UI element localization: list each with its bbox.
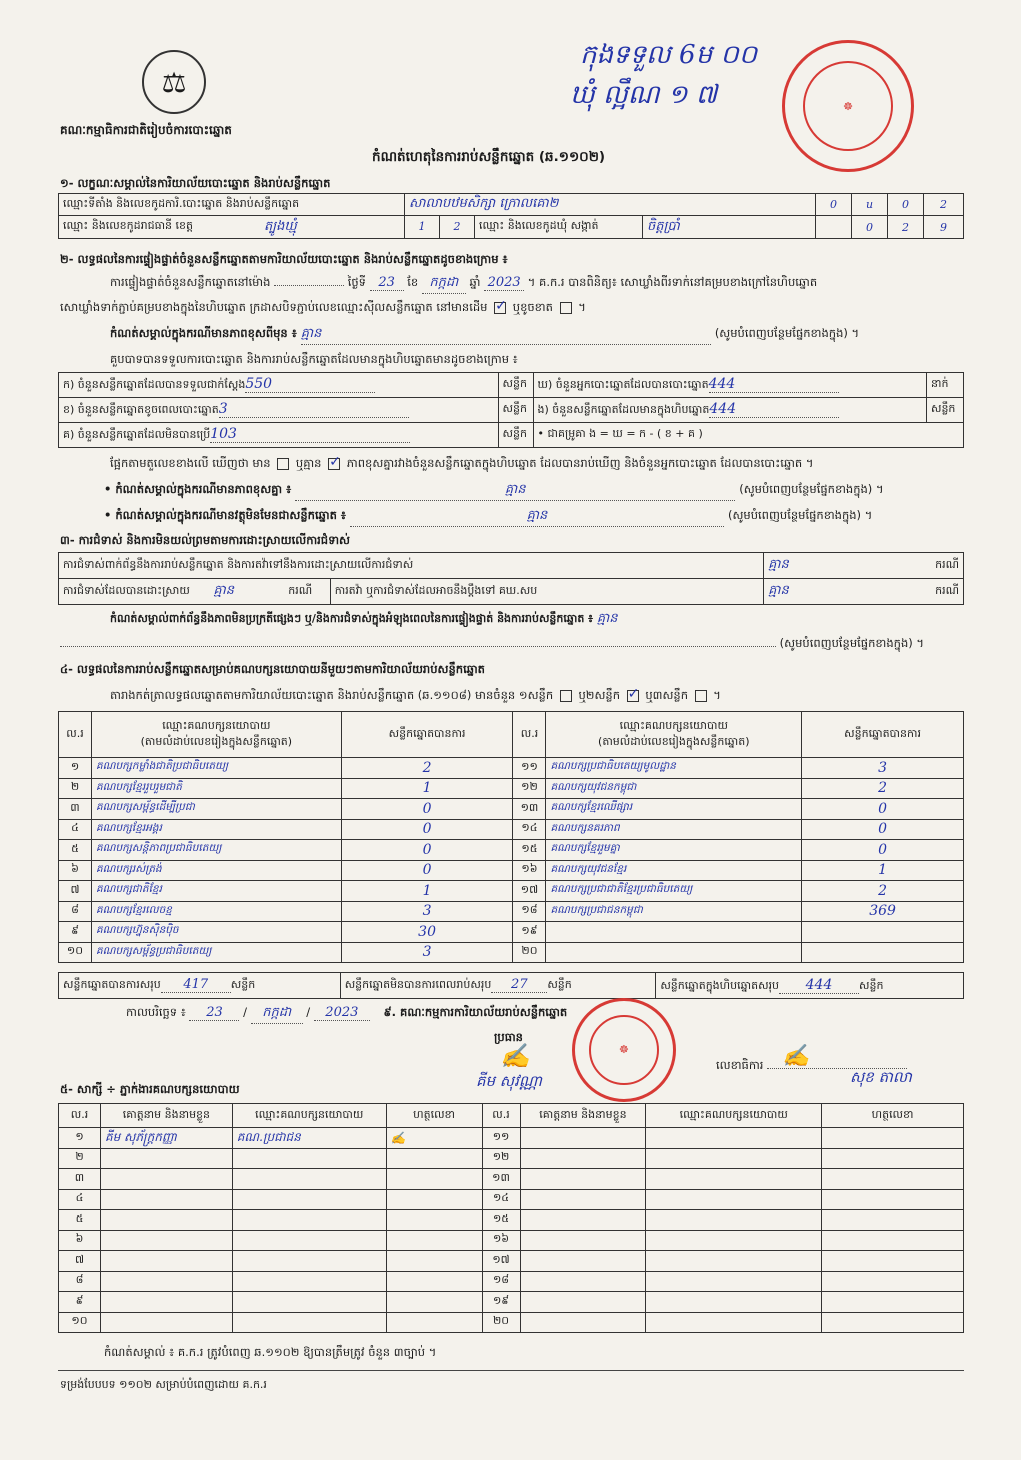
- unused-ballots-value: 103: [210, 426, 410, 443]
- row-no: ៦: [59, 860, 92, 881]
- witness-party: [646, 1128, 822, 1149]
- witness-name: [100, 1169, 232, 1190]
- witness-name: [100, 1271, 232, 1292]
- s1-commune-code-2: 2: [888, 216, 924, 239]
- s4-date-line: កាលបរិច្ឆេទ ៖ 23 / កក្កដា / 2023 ៩. គណៈកម្មការការិយាល័យរាប់សន្លឹកឆ្នោត: [126, 1004, 567, 1024]
- party-name: គណបក្សសន្តិភាពប្រជាធិបតេយ្យ: [91, 840, 341, 861]
- witness-party: [232, 1230, 386, 1251]
- witness-signature: [822, 1189, 964, 1210]
- witness-party: គណ.ប្រជាជន: [232, 1128, 386, 1149]
- official-seal-top-icon: ☸: [782, 40, 914, 172]
- nec-emblem-icon: ⚖: [142, 50, 206, 114]
- witness-name: [100, 1189, 232, 1210]
- footer-divider: [58, 1370, 964, 1371]
- s2-month: កក្កដា: [422, 274, 466, 294]
- row-no: ១៩: [513, 922, 546, 943]
- witness-party: [232, 1271, 386, 1292]
- official-seal-middle-icon: ☸: [572, 998, 676, 1102]
- party-votes: 1: [802, 860, 964, 881]
- secretary-signature-icon: ✍: [782, 1044, 810, 1069]
- witness-signature: [822, 1271, 964, 1292]
- witness-signature: [386, 1312, 482, 1333]
- witness-row: [59, 1148, 964, 1169]
- witness-signature: [386, 1251, 482, 1272]
- witness-party: [232, 1292, 386, 1313]
- one-sheet-checkbox[interactable]: [560, 690, 572, 702]
- witness-no: ១១: [482, 1128, 520, 1149]
- witness-no: ១៣: [482, 1169, 520, 1190]
- witness-party: [646, 1292, 822, 1313]
- results-row: [59, 901, 964, 922]
- witness-signature: [386, 1292, 482, 1313]
- witness-no: ២០: [482, 1312, 520, 1333]
- witness-name: [520, 1210, 646, 1231]
- row-no: ១៣: [513, 799, 546, 820]
- row-no: ២: [59, 778, 92, 799]
- section3-title: ៣- ការជំទាស់ និងការមិនយល់ព្រមតាមការដោះស្រាយលើការជំទាស់: [60, 533, 351, 547]
- party-votes: 3: [802, 758, 964, 779]
- results-row: [59, 881, 964, 902]
- witness-row: [59, 1169, 964, 1190]
- witness-row: [59, 1128, 964, 1149]
- s1-row1-value: សាលាបឋមសិក្សា ក្រោលគោ២: [405, 194, 816, 216]
- row-no: ១៦: [513, 860, 546, 881]
- witness-row: [59, 1210, 964, 1231]
- witness-party: [232, 1148, 386, 1169]
- s1-commune-code-3: 9: [924, 216, 964, 239]
- s4-date-day: 23: [189, 1005, 239, 1021]
- row-no: ៣: [59, 799, 92, 820]
- witness-no: ១០: [59, 1312, 101, 1333]
- party-votes: 1: [341, 881, 513, 902]
- s2-intro: គួបបាទបានទទួលការបោះឆ្នោត និងការរាប់សន្លឹកឆ្នោតដែលមានក្នុងហិបឆ្នោតមានដូចខាងក្រោម ៖: [110, 352, 518, 366]
- party-name: គណបក្សយុវជនខ្មែរ: [546, 860, 802, 881]
- results-row: [59, 922, 964, 943]
- witness-name: [100, 1148, 232, 1169]
- s2-compare: ផ្អែកតាមតួលេខខាងលើ ឃើញថា មាន ឬគ្មាន ✓ ភាពខុសគ្នារវាងចំនួនសន្លឹកឆ្នោតក្នុងហិបឆ្នោត ដែលបានរាប់ឃើញ និងចំនួនអ្នកបោះឆ្នោត ដែលបានបោះឆ្នោត ។: [110, 456, 813, 473]
- section5-title: ៥- សាក្សី ÷ ភ្នាក់ងារគណបក្សនយោបាយ: [60, 1082, 240, 1096]
- witness-signature: [386, 1169, 482, 1190]
- witness-no: ១៤: [482, 1189, 520, 1210]
- s2-day: 23: [370, 275, 404, 291]
- row-no: ១៨: [513, 901, 546, 922]
- witness-party: [646, 1312, 822, 1333]
- witness-name: [520, 1128, 646, 1149]
- witness-name: [520, 1251, 646, 1272]
- s1-row2-label: ឈ្មោះ និងលេខកូដរាជធានី ខេត្ត: [63, 219, 193, 232]
- witness-signature: [822, 1312, 964, 1333]
- witness-signature: [386, 1271, 482, 1292]
- witness-no: ៨: [59, 1271, 101, 1292]
- party-votes: 0: [341, 819, 513, 840]
- witness-row: [59, 1292, 964, 1313]
- witness-name: [100, 1292, 232, 1313]
- s2-note-value: គ្មាន: [301, 325, 711, 345]
- witness-party: [232, 1169, 386, 1190]
- handwritten-note-1: កុងទទួល 6ម ០០: [580, 40, 758, 70]
- party-votes: 0: [341, 840, 513, 861]
- row-no: ១០: [59, 942, 92, 963]
- row-no: ១៥: [513, 840, 546, 861]
- witness-no: ៧: [59, 1251, 101, 1272]
- s1-code-2: u: [852, 194, 888, 216]
- party-name: គណបក្សខ្មែរលេចខ្ម: [91, 901, 341, 922]
- results-table: ល.រ ឈ្មោះគណបក្សនយោបាយ (តាមលំដាប់លេខរៀងក្នុងសន្លឹកឆ្នោត) សន្លឹកឆ្នោតបានការ ល.រ ឈ្មោះគណបក្សនយោបាយ (តាមលំដាប់លេខរៀងក្នុងសន្លឹកឆ្នោត) សន្លឹកឆ្នោតបានការ ១ គណបក្សកម្លាំងជាតិប្រជាធិបតេយ្យ 2 ១១ គណបក្សប្រជាធិបតេយ្យមូលដ្ឋាន 3 ២ គណបក្សខ្មែររួបរួមជាតិ 1 ១២ គណបក្សយុវជនកម្ពុជា 2 ៣ គណបក្សសម្ព័ន្ធដើម្បីប្រជា 0 ១៣ គណបក្សខ្មែរឈើផ្សារ 0 ៤ គណបក្សខ្មែរអង្គរ 0 ១៤ គណបក្សនគរភាព 0 ៥ គណបក្សសន្តិភាពប្រជាធិបតេយ្យ 0 ១៥ គណបក្សខ្មែររួមគ្នា 0 ៦ គណបក្សរស់ត្រង់ 0 ១៦ គណបក្សយុវជនខ្មែរ 1 ៧ គណបក្សជាតិខ្មែរ 1 ១៧ គណបក្សប្រជាជាតិខ្មែរប្រជាធិបតេយ្យ 2 ៨ គណបក្សខ្មែរលេចខ្ម 3 ១៨ គណបក្សប្រជាជនកម្ពុជា 369 ៩ គណបក្សហ្វ៊ុនស៊ិនប៉ិច 30 ១៩ ១០ គណបក្សសម្ព័ន្ធប្រជាធិបតេយ្យ 3 ២០: [58, 711, 964, 963]
- party-name: គណបក្សរស់ត្រង់: [91, 860, 341, 881]
- results-row: [59, 840, 964, 861]
- witness-no: ៩: [59, 1292, 101, 1313]
- s2-count-table: ក) ចំនួនសន្លឹកឆ្នោតដែលបានទទួលជាក់ស្តែង550 សន្លឹក ឃ) ចំនួនអ្នកបោះឆ្នោតដែលបានបោះឆ្នោត444 នាក់ ខ) ចំនួនសន្លឹកឆ្នោតខូចពេលបោះឆ្នោត3 សន្លឹក ង) ចំនួនសន្លឹកឆ្នោតដែលមានក្នុងហិបឆ្នោត444 សន្លឹក គ) ចំនួនសន្លឹកឆ្នោតដែលមិនបានប្រើ103 សន្លឹក • ជាគម្រូគា ង = ឃ = ក - ( ខ + គ ): [58, 372, 964, 448]
- party-votes: 3: [341, 901, 513, 922]
- s1-code-4: 2: [924, 194, 964, 216]
- witness-signature: [386, 1148, 482, 1169]
- intact-checkbox[interactable]: [494, 302, 506, 314]
- row-no: ៨: [59, 901, 92, 922]
- section4-title: ៤- លទ្ធផលនៃការរាប់សន្លឹកឆ្នោតសម្រាប់គណបក្សនយោបាយនីមួយៗតាមការិយាល័យរាប់សន្លឹកឆ្នោត: [60, 662, 485, 676]
- party-name: គណបក្សនគរភាព: [546, 819, 802, 840]
- has-difference-checkbox[interactable]: [277, 458, 289, 470]
- witness-row: [59, 1312, 964, 1333]
- s1-row2-label2: ឈ្មោះ និងលេខកូដឃុំ សង្កាត់: [475, 216, 643, 239]
- witness-name: [520, 1230, 646, 1251]
- row-no: ៧: [59, 881, 92, 902]
- chair-signature-icon: ✍: [500, 1042, 530, 1070]
- party-name: គណបក្សប្រជាធិបតេយ្យមូលដ្ឋាន: [546, 758, 802, 779]
- section1-title: ១- លក្ខណៈសម្គាល់នៃការិយាល័យបោះឆ្នោត និងរាប់សន្លឹកឆ្នោត: [60, 176, 331, 190]
- s1-row2-value: ត្បូងឃ្មុំ: [264, 218, 297, 234]
- s3-row1-value: គ្មាន: [764, 553, 894, 579]
- party-name: គណបក្សសម្ព័ន្ធដើម្បីប្រជា: [91, 799, 341, 820]
- witness-party: [232, 1312, 386, 1333]
- witness-signature: ✍: [386, 1128, 482, 1149]
- party-votes: 30: [341, 922, 513, 943]
- witness-row: [59, 1251, 964, 1272]
- results-row: [59, 758, 964, 779]
- witness-no: ១៨: [482, 1271, 520, 1292]
- two-sheet-checkbox[interactable]: [627, 690, 639, 702]
- party-name: គណបក្សខ្មែររួមគ្នា: [546, 840, 802, 861]
- party-votes: 3: [341, 942, 513, 963]
- party-name: គណបក្សជាតិខ្មែរ: [91, 881, 341, 902]
- party-votes: 2: [802, 778, 964, 799]
- witness-party: [232, 1210, 386, 1231]
- s3-row2-value: គ្មាន: [213, 583, 234, 598]
- s3-fill-line: (សូមបំពេញបន្ថែមផ្នែកខាងក្នុង) ។: [60, 636, 964, 653]
- party-name: [546, 922, 802, 943]
- s3-note: កំណត់សម្គាល់ពាក់ព័ន្ធនឹងភាពមិនប្រក្រតីផ្សេងៗ ឬ/និងការជំទាស់ក្នុងអំឡុងពេលនៃការផ្ទៀងផ្ទាត់ និងការរាប់សន្លឹកឆ្នោត ៖ គ្មាន: [110, 611, 618, 626]
- received-ballots-value: 550: [245, 376, 375, 393]
- witness-signature: [822, 1169, 964, 1190]
- witness-row: [59, 1230, 964, 1251]
- witness-party: [646, 1271, 822, 1292]
- party-votes: 369: [802, 901, 964, 922]
- party-votes: 0: [341, 799, 513, 820]
- witness-no: ១៦: [482, 1230, 520, 1251]
- s4-date-year: 2023: [314, 1005, 370, 1021]
- s1-code-3: 0: [888, 194, 924, 216]
- row-no: ១២: [513, 778, 546, 799]
- witness-signature: [386, 1189, 482, 1210]
- witness-signature: [822, 1210, 964, 1231]
- row-no: ៤: [59, 819, 92, 840]
- party-votes: 0: [341, 860, 513, 881]
- witness-party: [646, 1169, 822, 1190]
- party-name: គណបក្សសម្ព័ន្ធប្រជាធិបតេយ្យ: [91, 942, 341, 963]
- party-votes: [802, 942, 964, 963]
- party-votes: 2: [341, 758, 513, 779]
- results-row: [59, 799, 964, 820]
- row-no: ៩: [59, 922, 92, 943]
- damaged-checkbox[interactable]: [560, 302, 572, 314]
- witness-no: ៣: [59, 1169, 101, 1190]
- handwritten-note-2: ឃុំ ល្អឹណ ១ ៧: [570, 80, 718, 110]
- s1-row2-value2: ចិត្តប្រាំ: [643, 216, 816, 239]
- party-name: គណបក្សកម្លាំងជាតិប្រជាធិបតេយ្យ: [91, 758, 341, 779]
- s1-commune-code-1: 0: [852, 216, 888, 239]
- secretary-name: សុខ តាលា: [850, 1068, 912, 1086]
- s3-row2-value2: គ្មាន: [764, 579, 894, 605]
- party-votes: 2: [802, 881, 964, 902]
- witness-signature: [386, 1210, 482, 1231]
- results-row: [59, 778, 964, 799]
- witness-no: ១: [59, 1128, 101, 1149]
- witness-name: [520, 1271, 646, 1292]
- witness-name: [520, 1169, 646, 1190]
- witness-name: [100, 1312, 232, 1333]
- s1-code-1: 0: [816, 194, 852, 216]
- witness-party: [646, 1251, 822, 1272]
- party-name: គណបក្សខ្មែររួបរួមជាតិ: [91, 778, 341, 799]
- witness-row: [59, 1189, 964, 1210]
- witness-no: ៥: [59, 1210, 101, 1231]
- row-no: ១១: [513, 758, 546, 779]
- witness-party: [646, 1189, 822, 1210]
- s2-line2: សោឃ្លាំងទាក់ភ្ជាប់គម្របខាងក្នុងនៃហិបឆ្នោត ក្រដាសបិទភ្ជាប់លេខឈ្មោះស៊ីលសន្លឹកឆ្នោត នៅមានដើម ✓ ឬខូចខាត ។: [60, 300, 586, 317]
- witness-party: [232, 1189, 386, 1210]
- section3-table: ការជំទាស់ពាក់ព័ន្ធនឹងការរាប់សន្លឹកឆ្នោត និងការតវ៉ាទៅនឹងការដោះស្រាយលើការជំទាស់ គ្មាន ករណី ការជំទាស់ដែលបានដោះស្រាយ គ្មាន ករណី ការតវ៉ា ឬការជំទាស់ដែលអាចនឹងប្តឹងទៅ គឃ.សប គ្មាន ករណី: [58, 552, 964, 605]
- witness-name: [520, 1292, 646, 1313]
- witness-signature: [822, 1292, 964, 1313]
- total-box-value: 444: [779, 977, 859, 994]
- footer-text: ទម្រង់បែបបទ ១១០២ សម្រាប់បំពេញដោយ គ.ក.រ: [60, 1378, 267, 1391]
- witness-no: ១៥: [482, 1210, 520, 1231]
- witness-signature: [822, 1148, 964, 1169]
- spoiled-ballots-value: 3: [219, 401, 409, 418]
- s1-prov-code-2: 2: [453, 220, 461, 233]
- witness-no: ១២: [482, 1148, 520, 1169]
- witness-signature: [822, 1230, 964, 1251]
- secretary-line: លេខាធិការ: [716, 1058, 907, 1075]
- three-sheet-checkbox[interactable]: [695, 690, 707, 702]
- witness-no: ១៧: [482, 1251, 520, 1272]
- s4-date-month: កក្កដា: [251, 1004, 303, 1024]
- party-votes: 1: [341, 778, 513, 799]
- results-row: [59, 819, 964, 840]
- s1-row1-label: ឈ្មោះទីតាំង និងលេខកូដការិ.បោះឆ្នោត និងរាប់សន្លឹកឆ្នោត: [59, 194, 405, 216]
- s5-footnote: កំណត់សម្គាល់ ៖ គ.ក.រ ត្រូវបំពេញ ឆ.១១០២ ឱ្យបានត្រឹមត្រូវ ចំនួន ៣ច្បាប់ ។: [104, 1345, 437, 1359]
- section2-title: ២- លទ្ធផលនៃការផ្ទៀងផ្ទាត់ចំនួនសន្លឹកឆ្នោតតាមការិយាល័យបោះឆ្នោត និងរាប់សន្លឹកឆ្នោតដូចខាងក្រោម ៖: [60, 252, 508, 266]
- s2-bullet2: • កំណត់សម្គាល់ក្នុងករណីមានវត្ថុមិនមែនជាសន្លឹកឆ្នោត ៖ គ្មាន (សូមបំពេញបន្ថែមផ្នែកខាងក្នុង) ។: [104, 507, 872, 527]
- s2-year: 2023: [484, 275, 524, 291]
- party-name: គណបក្សយុវជនកម្ពុជា: [546, 778, 802, 799]
- row-no: ១: [59, 758, 92, 779]
- witness-party: [646, 1230, 822, 1251]
- witness-name: [100, 1230, 232, 1251]
- witness-name: [520, 1189, 646, 1210]
- total-invalid-value: 27: [491, 977, 547, 993]
- row-no: ១៤: [513, 819, 546, 840]
- party-votes: 0: [802, 840, 964, 861]
- chair-label: ប្រធាន: [494, 1030, 523, 1044]
- witness-name: [520, 1148, 646, 1169]
- witness-name: [100, 1251, 232, 1272]
- party-name: គណបក្សប្រជាជនកម្ពុជា: [546, 901, 802, 922]
- witness-no: ២: [59, 1148, 101, 1169]
- totals-table: សន្លឹកឆ្នោតបានការសរុប 417 សន្លឹក សន្លឹកឆ្នោតមិនបានការពេលរាប់សរុប 27 សន្លឹក សន្លឹកឆ្នោតក្នុងហិបឆ្នោតសរុប 444 សន្លឹក: [58, 972, 964, 999]
- witness-no: ៦: [59, 1230, 101, 1251]
- witness-row: [59, 1271, 964, 1292]
- s1-prov-code-1: 1: [405, 216, 440, 238]
- box-ballots-value: 444: [709, 401, 839, 418]
- no-difference-checkbox[interactable]: [328, 458, 340, 470]
- form-title: កំណត់ហេតុនៃការរាប់សន្លឹកឆ្នោត (ឆ.១១០២): [372, 149, 606, 165]
- results-row: [59, 942, 964, 963]
- witness-party: [646, 1210, 822, 1231]
- row-no: ១៧: [513, 881, 546, 902]
- voters-value: 444: [709, 376, 839, 393]
- results-row: [59, 860, 964, 881]
- witness-no: ១៩: [482, 1292, 520, 1313]
- witness-name: គីម សុភ័ក្រ្តកញ្ញា: [100, 1128, 232, 1149]
- s2-bullet1: • កំណត់សម្គាល់ក្នុងករណីមានភាពខុសគ្នា ៖ គ្មាន (សូមបំពេញបន្ថែមផ្នែកខាងក្នុង) ។: [104, 481, 884, 501]
- party-name: គណបក្សខ្មែរឈើផ្សារ: [546, 799, 802, 820]
- org-name: គណៈកម្មាធិការជាតិរៀបចំការបោះឆ្នោត: [60, 123, 232, 137]
- witness-signature: [386, 1230, 482, 1251]
- party-name: គណបក្សប្រជាជាតិខ្មែរប្រជាធិបតេយ្យ: [546, 881, 802, 902]
- party-votes: 0: [802, 819, 964, 840]
- witness-name: [100, 1210, 232, 1231]
- total-valid-value: 417: [161, 977, 231, 993]
- witness-signature: [822, 1128, 964, 1149]
- witness-table: ល.រ គោត្តនាម និងនាមខ្លួន ឈ្មោះគណបក្សនយោបាយ ហត្ថលេខា ល.រ គោត្តនាម និងនាមខ្លួន ឈ្មោះគណបក្សនយោបាយ ហត្ថលេខា ១ គីម សុភ័ក្រ្តកញ្ញា គណ.ប្រជាជន ✍ ១១ ២ ១២ ៣ ១៣ ៤ ១៤ ៥ ១៥ ៦ ១៦ ៧ ១៧ ៨ ១៨ ៩ ១៩ ១០ ២០: [58, 1103, 964, 1333]
- section1-table: [58, 193, 964, 239]
- party-name: [546, 942, 802, 963]
- witness-party: [232, 1251, 386, 1272]
- party-name: គណបក្សខ្មែរអង្គរ: [91, 819, 341, 840]
- party-votes: 0: [802, 799, 964, 820]
- witness-name: [520, 1312, 646, 1333]
- s4-subline: តារាងកត់ត្រាលទ្ធផលឆ្នោតតាមការិយាល័យបោះឆ្នោត និងរាប់សន្លឹកឆ្នោត (ឆ.១១០៨) មានចំនួន ១សន្លឹក ឬ២សន្លឹក ✓ ឬ៣សន្លឹក ។: [110, 688, 721, 705]
- party-name: គណបក្សហ្វ៊ុនស៊ិនប៉ិច: [91, 922, 341, 943]
- s2-line1: ការផ្ទៀងផ្ទាត់ចំនួនសន្លឹកឆ្នោតនៅម៉ោង ថ្ងៃទី 23 ខែ កក្កដា ឆ្នាំ 2023 ។ គ.ក.រ បានពិនិត្យ៖ សោឃ្លាំងពីរទាក់នៅគម្របខាងក្រៅនៃហិបឆ្នោត: [110, 274, 817, 294]
- witness-party: [646, 1148, 822, 1169]
- row-no: ២០: [513, 942, 546, 963]
- row-no: ៥: [59, 840, 92, 861]
- party-votes: [802, 922, 964, 943]
- chair-name: គីម សុវណ្ណា: [476, 1072, 542, 1090]
- witness-no: ៤: [59, 1189, 101, 1210]
- witness-signature: [822, 1251, 964, 1272]
- s2-note: កំណត់សម្គាល់ក្នុងករណីមានភាពខុសពីមុន ៖ គ្មាន (សូមបំពេញបន្ថែមផ្នែកខាងក្នុង) ។: [110, 325, 859, 345]
